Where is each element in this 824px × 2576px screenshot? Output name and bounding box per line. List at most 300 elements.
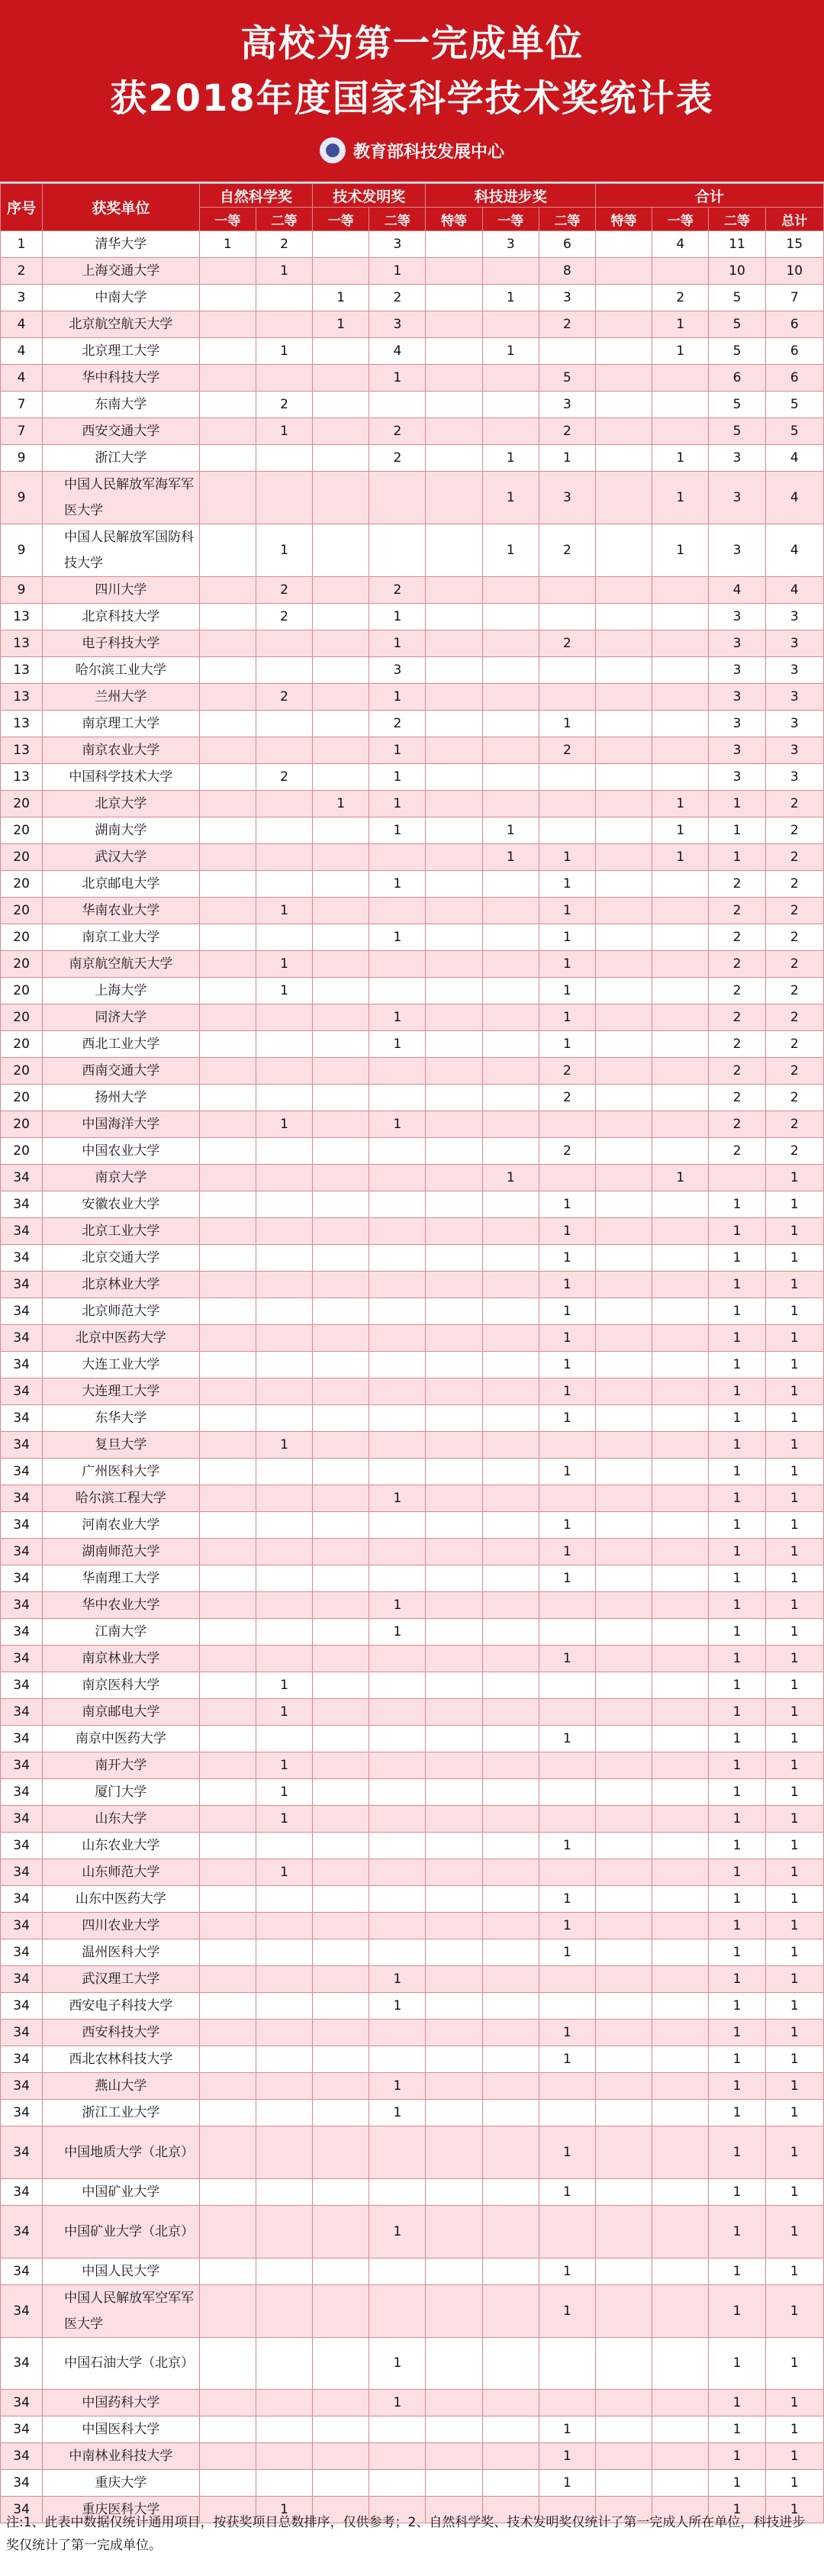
rank-cell: 34 <box>1 1726 43 1752</box>
value-cell: 1 <box>256 338 312 365</box>
rank-cell: 34 <box>1 1165 43 1191</box>
value-cell: 1 <box>539 1886 595 1913</box>
unit-name-cell: 北京交通大学 <box>43 1245 200 1272</box>
value-cell: 1 <box>539 1272 595 1298</box>
unit-name-cell: 西北农林科技大学 <box>43 2046 200 2073</box>
rank-cell: 4 <box>1 338 43 365</box>
value-cell <box>199 524 256 577</box>
value-cell <box>426 445 482 472</box>
value-cell <box>596 1939 652 1966</box>
col-group-total: 合计 <box>596 184 824 208</box>
value-cell <box>313 445 369 472</box>
value-cell <box>199 365 256 392</box>
rank-cell: 9 <box>1 524 43 577</box>
value-cell <box>596 1138 652 1165</box>
value-cell: 1 <box>765 2205 823 2258</box>
value-cell <box>482 604 539 630</box>
value-cell <box>539 1672 595 1699</box>
value-cell <box>199 1752 256 1779</box>
rank-cell: 20 <box>1 978 43 1004</box>
table-row <box>1 1111 824 1138</box>
table-row <box>1 924 824 951</box>
value-cell: 1 <box>539 1405 595 1432</box>
unit-name-cell: 中国科学技术大学 <box>43 764 200 791</box>
value-cell <box>482 1378 539 1405</box>
table-row <box>1 1913 824 1939</box>
rank-cell: 34 <box>1 2100 43 2126</box>
value-cell <box>199 1646 256 1672</box>
rank-cell: 9 <box>1 472 43 524</box>
rank-cell: 34 <box>1 1245 43 1272</box>
unit-name-cell: 中国矿业大学 <box>43 2178 200 2205</box>
value-cell <box>313 258 369 285</box>
value-cell <box>652 1779 709 1806</box>
value-cell: 1 <box>256 524 312 577</box>
sub-header: 二等 <box>256 208 312 231</box>
value-cell: 1 <box>765 2443 823 2470</box>
value-cell <box>482 1592 539 1619</box>
value-cell: 1 <box>539 2470 595 2497</box>
value-cell <box>426 365 482 392</box>
value-cell: 1 <box>709 791 765 817</box>
value-cell: 7 <box>765 285 823 311</box>
table-row <box>1 285 824 311</box>
value-cell <box>256 2073 312 2100</box>
unit-name-cell: 复旦大学 <box>43 1432 200 1459</box>
value-cell <box>426 1913 482 1939</box>
value-cell: 6 <box>709 365 765 392</box>
value-cell <box>652 1138 709 1165</box>
rank-cell: 34 <box>1 1512 43 1539</box>
value-cell <box>426 630 482 657</box>
value-cell <box>256 2337 312 2390</box>
value-cell <box>426 1859 482 1886</box>
value-cell <box>539 338 595 365</box>
value-cell: 2 <box>539 630 595 657</box>
unit-name-cell: 西南交通大学 <box>43 1058 200 1085</box>
value-cell <box>482 924 539 951</box>
value-cell <box>256 791 312 817</box>
value-cell <box>596 2073 652 2100</box>
table-row <box>1 1138 824 1165</box>
value-cell <box>199 1085 256 1111</box>
unit-name-cell: 武汉大学 <box>43 844 200 871</box>
table-row <box>1 1993 824 2020</box>
value-cell <box>199 737 256 764</box>
value-cell <box>482 1298 539 1325</box>
value-cell: 1 <box>652 524 709 577</box>
value-cell <box>199 2390 256 2416</box>
value-cell: 1 <box>482 472 539 524</box>
ministry-logo-icon <box>320 137 346 163</box>
value-cell <box>426 2443 482 2470</box>
value-cell: 1 <box>539 898 595 924</box>
value-cell <box>199 871 256 898</box>
value-cell: 1 <box>765 1833 823 1859</box>
rank-cell: 9 <box>1 577 43 604</box>
value-cell <box>199 1565 256 1592</box>
value-cell <box>482 764 539 791</box>
value-cell: 1 <box>765 2284 823 2337</box>
value-cell: 1 <box>765 1565 823 1592</box>
table-row <box>1 2126 824 2179</box>
value-cell <box>313 524 369 577</box>
value-cell <box>596 445 652 472</box>
value-cell: 1 <box>765 1325 823 1352</box>
rank-cell: 20 <box>1 1031 43 1058</box>
value-cell: 1 <box>709 1459 765 1485</box>
value-cell <box>652 2126 709 2179</box>
value-cell: 1 <box>765 2100 823 2126</box>
table-row <box>1 2284 824 2337</box>
value-cell <box>199 1886 256 1913</box>
value-cell <box>313 2178 369 2205</box>
value-cell <box>482 1913 539 1939</box>
unit-name-cell: 同济大学 <box>43 1004 200 1031</box>
unit-name-cell: 浙江工业大学 <box>43 2100 200 2126</box>
value-cell <box>596 2390 652 2416</box>
value-cell <box>596 1298 652 1325</box>
value-cell: 3 <box>709 711 765 737</box>
value-cell: 1 <box>765 2337 823 2390</box>
value-cell <box>596 1512 652 1539</box>
value-cell <box>256 657 312 684</box>
table-row <box>1 657 824 684</box>
value-cell: 1 <box>765 1699 823 1726</box>
value-cell: 2 <box>765 844 823 871</box>
value-cell <box>199 1298 256 1325</box>
value-cell <box>426 1058 482 1085</box>
value-cell <box>482 418 539 445</box>
table-row <box>1 1485 824 1512</box>
value-cell: 1 <box>709 1806 765 1833</box>
value-cell <box>426 2073 482 2100</box>
value-cell <box>596 1993 652 2020</box>
value-cell <box>256 924 312 951</box>
value-cell <box>199 1272 256 1298</box>
unit-name-cell: 华中科技大学 <box>43 365 200 392</box>
value-cell: 1 <box>199 231 256 258</box>
value-cell <box>256 2258 312 2284</box>
value-cell <box>539 657 595 684</box>
unit-name-cell: 山东中医药大学 <box>43 1886 200 1913</box>
value-cell <box>652 1325 709 1352</box>
value-cell <box>256 1886 312 1913</box>
value-cell <box>652 1619 709 1646</box>
rank-cell: 20 <box>1 791 43 817</box>
value-cell: 1 <box>765 1352 823 1378</box>
value-cell: 1 <box>765 1966 823 1993</box>
value-cell <box>482 737 539 764</box>
value-cell <box>313 711 369 737</box>
value-cell <box>369 1939 426 1966</box>
value-cell: 1 <box>539 2046 595 2073</box>
value-cell <box>369 2178 426 2205</box>
value-cell <box>256 1191 312 1218</box>
value-cell <box>482 1859 539 1886</box>
value-cell: 4 <box>765 577 823 604</box>
value-cell <box>596 524 652 577</box>
rank-cell: 1 <box>1 231 43 258</box>
value-cell <box>652 1191 709 1218</box>
award-table <box>0 183 824 2523</box>
value-cell <box>256 1939 312 1966</box>
value-cell <box>596 1245 652 1272</box>
table-row <box>1 311 824 338</box>
unit-name-cell: 北京师范大学 <box>43 1298 200 1325</box>
value-cell <box>369 1352 426 1378</box>
value-cell: 1 <box>369 1592 426 1619</box>
value-cell <box>256 285 312 311</box>
rank-cell: 34 <box>1 1993 43 2020</box>
value-cell: 1 <box>709 1432 765 1459</box>
value-cell <box>482 2443 539 2470</box>
value-cell <box>313 2020 369 2046</box>
value-cell <box>369 1085 426 1111</box>
value-cell <box>313 1111 369 1138</box>
value-cell <box>482 978 539 1004</box>
value-cell: 1 <box>765 2126 823 2179</box>
value-cell <box>596 472 652 524</box>
value-cell <box>199 472 256 524</box>
value-cell: 1 <box>765 1485 823 1512</box>
value-cell <box>199 1459 256 1485</box>
value-cell: 1 <box>369 1004 426 1031</box>
value-cell: 1 <box>539 951 595 978</box>
value-cell <box>426 898 482 924</box>
rank-cell: 20 <box>1 924 43 951</box>
unit-name-cell: 厦门大学 <box>43 1779 200 1806</box>
value-cell: 1 <box>539 1512 595 1539</box>
unit-name-cell: 中南林业科技大学 <box>43 2443 200 2470</box>
value-cell <box>482 1111 539 1138</box>
value-cell: 1 <box>369 630 426 657</box>
value-cell <box>313 1031 369 1058</box>
value-cell: 3 <box>765 684 823 711</box>
value-cell: 2 <box>765 1031 823 1058</box>
value-cell <box>426 2470 482 2497</box>
value-cell <box>596 1565 652 1592</box>
table-row <box>1 1245 824 1272</box>
rank-cell: 34 <box>1 1619 43 1646</box>
table-row <box>1 1298 824 1325</box>
rank-cell: 9 <box>1 445 43 472</box>
value-cell <box>652 1806 709 1833</box>
value-cell <box>256 1539 312 1565</box>
value-cell: 1 <box>709 1939 765 1966</box>
rank-cell: 34 <box>1 2416 43 2443</box>
value-cell <box>313 1619 369 1646</box>
value-cell: 1 <box>539 711 595 737</box>
value-cell <box>596 577 652 604</box>
value-cell <box>596 365 652 392</box>
value-cell: 2 <box>709 1111 765 1138</box>
value-cell <box>313 1699 369 1726</box>
value-cell: 2 <box>765 1085 823 1111</box>
value-cell <box>256 817 312 844</box>
rank-cell: 13 <box>1 737 43 764</box>
value-cell: 1 <box>709 2020 765 2046</box>
table-row <box>1 1004 824 1031</box>
value-cell <box>426 2046 482 2073</box>
value-cell: 1 <box>765 1993 823 2020</box>
value-cell: 1 <box>709 1592 765 1619</box>
value-cell <box>426 1191 482 1218</box>
rank-cell: 34 <box>1 1913 43 1939</box>
value-cell <box>482 684 539 711</box>
table-row <box>1 577 824 604</box>
value-cell: 1 <box>256 1752 312 1779</box>
value-cell: 1 <box>652 338 709 365</box>
value-cell: 2 <box>256 392 312 418</box>
value-cell <box>482 1245 539 1272</box>
value-cell <box>426 1325 482 1352</box>
value-cell: 3 <box>539 472 595 524</box>
value-cell: 1 <box>709 1726 765 1752</box>
value-cell: 1 <box>709 1913 765 1939</box>
value-cell <box>313 1539 369 1565</box>
value-cell <box>313 1859 369 1886</box>
value-cell: 1 <box>765 2390 823 2416</box>
value-cell: 1 <box>369 2205 426 2258</box>
value-cell <box>313 1378 369 1405</box>
value-cell <box>482 1352 539 1378</box>
value-cell <box>256 445 312 472</box>
value-cell <box>482 2020 539 2046</box>
value-cell <box>426 2390 482 2416</box>
value-cell: 1 <box>709 2178 765 2205</box>
value-cell <box>313 630 369 657</box>
value-cell <box>426 871 482 898</box>
unit-name-cell: 兰州大学 <box>43 684 200 711</box>
value-cell <box>539 1485 595 1512</box>
table-row <box>1 1779 824 1806</box>
sub-header: 特等 <box>596 208 652 231</box>
value-cell <box>539 764 595 791</box>
value-cell: 5 <box>709 392 765 418</box>
value-cell <box>482 1512 539 1539</box>
value-cell <box>313 1272 369 1298</box>
page-subtitle: 获2018年度国家科学技术奖统计表 <box>110 77 714 120</box>
sub-header: 二等 <box>709 208 765 231</box>
unit-name-cell: 南京理工大学 <box>43 711 200 737</box>
unit-name-cell: 南京中医药大学 <box>43 1726 200 1752</box>
unit-name-cell: 中国人民解放军海军军医大学 <box>43 472 200 524</box>
value-cell <box>596 2258 652 2284</box>
value-cell <box>313 472 369 524</box>
value-cell <box>256 2470 312 2497</box>
value-cell <box>256 2100 312 2126</box>
value-cell: 1 <box>539 1031 595 1058</box>
value-cell <box>256 1378 312 1405</box>
value-cell <box>256 630 312 657</box>
value-cell <box>596 871 652 898</box>
value-cell <box>596 1592 652 1619</box>
value-cell <box>426 1111 482 1138</box>
value-cell <box>369 1913 426 1939</box>
value-cell <box>596 1646 652 1672</box>
table-row <box>1 1218 824 1245</box>
rank-cell: 34 <box>1 1565 43 1592</box>
value-cell: 2 <box>256 231 312 258</box>
value-cell <box>596 764 652 791</box>
value-cell <box>596 1833 652 1859</box>
value-cell: 1 <box>256 1111 312 1138</box>
value-cell <box>482 1806 539 1833</box>
value-cell <box>652 1672 709 1699</box>
value-cell: 1 <box>256 978 312 1004</box>
value-cell: 1 <box>765 1913 823 1939</box>
value-cell <box>256 1833 312 1859</box>
value-cell: 2 <box>765 898 823 924</box>
value-cell: 1 <box>709 2497 765 2523</box>
value-cell <box>426 524 482 577</box>
table-row <box>1 1512 824 1539</box>
value-cell: 2 <box>539 1138 595 1165</box>
value-cell: 1 <box>765 1779 823 1806</box>
value-cell: 1 <box>765 1539 823 1565</box>
value-cell <box>256 1138 312 1165</box>
value-cell <box>199 1619 256 1646</box>
value-cell <box>596 951 652 978</box>
value-cell <box>539 1165 595 1191</box>
value-cell <box>313 2443 369 2470</box>
rank-cell: 34 <box>1 2020 43 2046</box>
value-cell: 1 <box>709 2205 765 2258</box>
value-cell: 1 <box>709 1779 765 1806</box>
value-cell <box>596 1806 652 1833</box>
value-cell <box>426 418 482 445</box>
rank-cell: 3 <box>1 285 43 311</box>
value-cell <box>199 1966 256 1993</box>
unit-name-cell: 武汉理工大学 <box>43 1966 200 1993</box>
value-cell <box>313 871 369 898</box>
unit-name-cell: 中国地质大学（北京） <box>43 2126 200 2179</box>
value-cell <box>369 1405 426 1432</box>
unit-name-cell: 安徽农业大学 <box>43 1191 200 1218</box>
value-cell <box>199 1352 256 1378</box>
value-cell <box>369 1565 426 1592</box>
value-cell <box>313 604 369 630</box>
value-cell: 1 <box>369 258 426 285</box>
table-row <box>1 392 824 418</box>
value-cell <box>426 1592 482 1619</box>
value-cell <box>199 1539 256 1565</box>
value-cell <box>652 871 709 898</box>
value-cell <box>313 1138 369 1165</box>
value-cell: 15 <box>765 231 823 258</box>
unit-name-cell: 大连理工大学 <box>43 1378 200 1405</box>
table-row <box>1 1085 824 1111</box>
value-cell <box>313 978 369 1004</box>
value-cell <box>652 1565 709 1592</box>
value-cell: 11 <box>709 231 765 258</box>
value-cell <box>199 258 256 285</box>
value-cell <box>426 2126 482 2179</box>
value-cell: 1 <box>709 1672 765 1699</box>
table-row <box>1 1432 824 1459</box>
table-row <box>1 2100 824 2126</box>
value-cell: 2 <box>369 418 426 445</box>
unit-name-cell: 南京工业大学 <box>43 924 200 951</box>
value-cell <box>426 684 482 711</box>
value-cell <box>313 1993 369 2020</box>
value-cell <box>426 1699 482 1726</box>
value-cell <box>369 1245 426 1272</box>
value-cell: 1 <box>482 445 539 472</box>
value-cell: 1 <box>539 978 595 1004</box>
rank-cell: 34 <box>1 1218 43 1245</box>
